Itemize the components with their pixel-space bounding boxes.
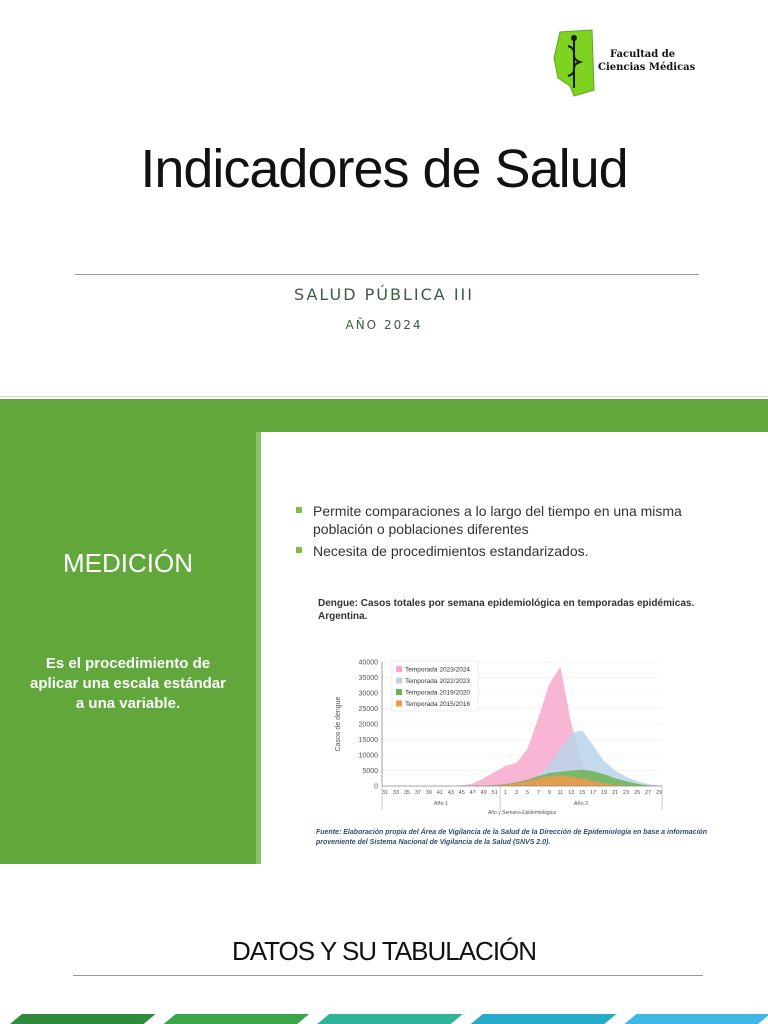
x-tick-label: 21 (612, 790, 619, 796)
legend-swatch (396, 701, 402, 707)
side-panel (0, 432, 256, 864)
x-tick-label: 25 (634, 790, 641, 796)
x-tick-label: 37 (414, 790, 421, 796)
stripe-segment (624, 1014, 768, 1024)
logo-line-1: Facultad de (610, 49, 676, 60)
x-tick-label: 41 (436, 790, 443, 796)
x-tick-label: 11 (557, 790, 564, 796)
logo-line-2: Ciencias Médicas (598, 62, 696, 73)
bullet-item (296, 542, 696, 560)
side-panel-edge (256, 432, 261, 864)
footer-band-highlight (0, 396, 768, 397)
x-tick-label: 15 (579, 790, 586, 796)
x-tick-label: 7 (536, 790, 540, 796)
x-tick-label: 49 (480, 790, 487, 796)
year-label: AÑO 2024 (345, 318, 423, 332)
title-divider (75, 274, 699, 275)
bullet-text: Necesita de procedimientos estandarizados. (313, 543, 589, 559)
stripe-segment (317, 1014, 463, 1024)
x-tick-label: 29 (655, 790, 663, 796)
slide-title: Indicadores de Salud (140, 139, 628, 199)
y-tick-label: 15000 (358, 737, 378, 744)
y-tick-label: 30000 (358, 690, 378, 698)
x-tick-label: 39 (425, 790, 432, 796)
footer-band (0, 399, 768, 432)
logo-text (598, 48, 695, 74)
year-label: Año 1 (433, 801, 449, 807)
legend-label: Temporada 2023/2024 (405, 666, 471, 674)
y-tick-label: 40000 (358, 659, 378, 667)
x-tick-label: 43 (447, 790, 454, 796)
x-tick-label: 9 (547, 790, 551, 796)
x-tick-label: 19 (601, 790, 608, 796)
x-tick-label: 13 (568, 790, 575, 796)
bullet-text: Permite comparaciones a lo largo del tiempo en una misma población o poblaciones diferentes (313, 503, 682, 537)
x-tick-label: 5 (525, 790, 530, 796)
legend-swatch (396, 666, 402, 672)
dengue-area-chart (330, 654, 670, 824)
x-tick-label: 47 (469, 790, 476, 796)
title-slide (0, 0, 768, 432)
x-tick-label: 3 (514, 790, 519, 796)
x-tick-label: 45 (458, 790, 465, 796)
legend-label: Temporada 2015/2016 (405, 701, 471, 708)
legend-swatch (396, 689, 402, 695)
bullet-item (296, 502, 696, 538)
y-tick-label: 0 (374, 783, 378, 791)
legend-label: Temporada 2019/2020 (405, 689, 471, 697)
x-tick-label: 23 (623, 790, 630, 796)
x-tick-label: 17 (590, 790, 597, 796)
x-tick-label: 31 (381, 790, 389, 796)
y-tick-label: 20000 (358, 721, 378, 729)
title-divider (73, 975, 703, 976)
course-subtitle: SALUD PÚBLICA III (294, 285, 474, 304)
legend-label: Temporada 2022/2023 (405, 678, 471, 685)
square-bullet-icon (296, 547, 302, 553)
data-slide (0, 864, 768, 1024)
decorative-stripes (0, 1014, 768, 1024)
x-tick-label: 51 (491, 790, 498, 796)
section-heading: MEDICIÓN (63, 548, 193, 578)
legend-swatch (396, 678, 402, 684)
measurement-slide (0, 432, 768, 864)
y-tick-label: 35000 (358, 675, 378, 682)
definition-text: Es el procedimiento de aplicar una escala estándar a una variable. (30, 655, 226, 712)
x-tick-label: 35 (403, 790, 410, 796)
y-tick-label: 10000 (358, 752, 378, 760)
bullet-list (296, 502, 696, 564)
square-bullet-icon (296, 507, 302, 513)
chart-title: Dengue: Casos totales por semana epidemiológica en temporadas epidémicas. Argentina. (318, 598, 695, 622)
year-label: Año 2 (573, 801, 589, 807)
stripe-segment (10, 1014, 156, 1024)
x-tick-label: 33 (392, 790, 400, 796)
stripe-segment (471, 1014, 617, 1024)
x-tick-label: 27 (644, 790, 652, 796)
y-tick-label: 5000 (362, 768, 378, 775)
slide-title: DATOS Y SU TABULACIÓN (231, 936, 537, 966)
x-tick-label: 1 (504, 790, 508, 796)
y-tick-label: 25000 (358, 706, 378, 713)
x-axis-label: Año y Semana Epidemiológica (487, 810, 557, 816)
stripe-segment (164, 1014, 310, 1024)
chart-source-note: Fuente: Elaboración propia del Área de Vigilancia de la Salud de la Dirección de Epidemiología en base a información proveniente del Sistema Nacional de Vigilancia de la Salud (SNVS 2.0). (316, 829, 708, 846)
y-axis-label: Casos de dengue (335, 696, 342, 752)
